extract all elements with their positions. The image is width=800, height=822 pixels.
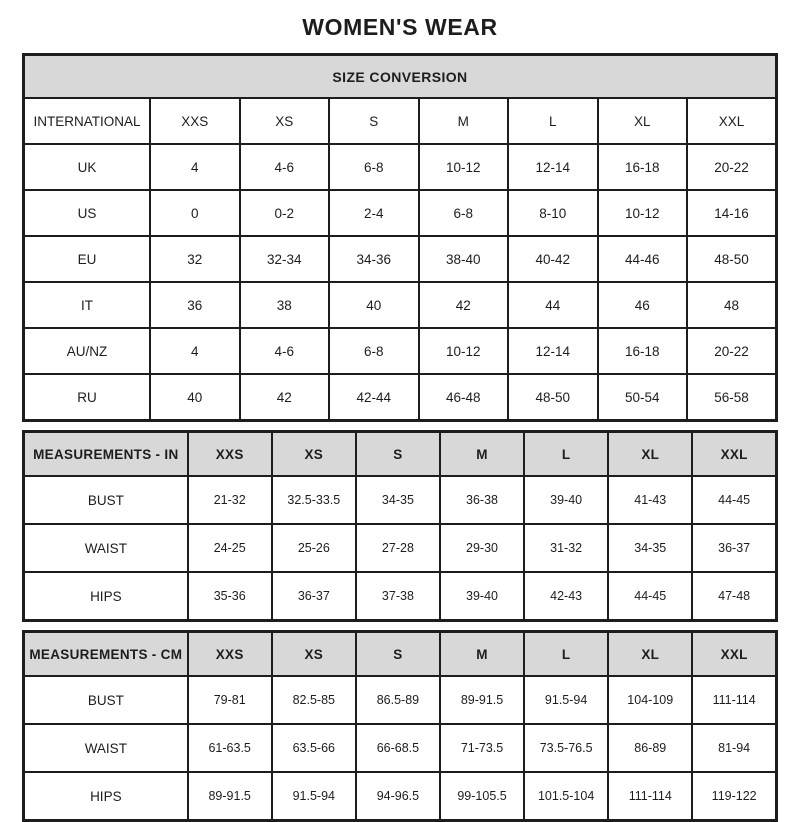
measurement-cell: 91.5-94	[272, 772, 356, 821]
size-cell: 12-14	[508, 144, 598, 190]
measurement-cell: 24-25	[188, 524, 272, 572]
size-conversion-header: SIZE CONVERSION	[24, 55, 777, 99]
col-header-s: S	[356, 432, 440, 477]
measurement-cell: 79-81	[188, 676, 272, 724]
size-cell: 14-16	[687, 190, 777, 236]
col-header-international: INTERNATIONAL	[24, 98, 151, 144]
row-label: AU/NZ	[24, 328, 151, 374]
measurement-cell: 99-105.5	[440, 772, 524, 821]
table-row-ru	[24, 374, 777, 421]
col-header-m: M	[419, 98, 509, 144]
row-label: WAIST	[24, 524, 188, 572]
measurement-cell: 34-35	[608, 524, 692, 572]
measurement-cell: 41-43	[608, 476, 692, 524]
page-title: WOMEN'S WEAR	[302, 14, 498, 40]
col-header-l: L	[508, 98, 598, 144]
col-header-xs: XS	[240, 98, 330, 144]
size-cell: 48-50	[687, 236, 777, 282]
col-header-xxs: XXS	[188, 632, 272, 677]
size-cell: 0-2	[240, 190, 330, 236]
size-cell: 32	[150, 236, 240, 282]
size-cell: 48-50	[508, 374, 598, 421]
size-cell: 38	[240, 282, 330, 328]
measurement-cell: 39-40	[440, 572, 524, 621]
measurement-cell: 63.5-66	[272, 724, 356, 772]
size-cell: 20-22	[687, 328, 777, 374]
size-cell: 6-8	[329, 144, 419, 190]
size-cell: 2-4	[329, 190, 419, 236]
row-label: IT	[24, 282, 151, 328]
size-cell: 4-6	[240, 328, 330, 374]
col-header-s: S	[329, 98, 419, 144]
size-cell: 46-48	[419, 374, 509, 421]
table-row-eu	[24, 236, 777, 282]
size-cell: 42	[419, 282, 509, 328]
measurement-cell: 35-36	[188, 572, 272, 621]
measurement-cell: 91.5-94	[524, 676, 608, 724]
measurement-cell: 34-35	[356, 476, 440, 524]
row-label: HIPS	[24, 572, 188, 621]
measurement-cell: 119-122	[692, 772, 776, 821]
measurement-cell: 36-37	[272, 572, 356, 621]
measurement-cell: 104-109	[608, 676, 692, 724]
table-row-uk	[24, 144, 777, 190]
table-row-us	[24, 190, 777, 236]
size-cell: 20-22	[687, 144, 777, 190]
size-cell: 16-18	[598, 144, 688, 190]
row-label: WAIST	[24, 724, 188, 772]
size-cell: 42	[240, 374, 330, 421]
col-header-s: S	[356, 632, 440, 677]
size-cell: 4	[150, 144, 240, 190]
col-header-m: M	[440, 432, 524, 477]
measurement-cell: 111-114	[608, 772, 692, 821]
measurement-cell: 36-37	[692, 524, 776, 572]
measurement-cell: 82.5-85	[272, 676, 356, 724]
col-header-m: M	[440, 632, 524, 677]
table-row-it	[24, 282, 777, 328]
col-header-xl: XL	[608, 632, 692, 677]
size-cell: 40	[329, 282, 419, 328]
measurements-cm-table	[22, 630, 778, 822]
col-header-xxl: XXL	[692, 432, 776, 477]
size-cell: 38-40	[419, 236, 509, 282]
size-cell: 4	[150, 328, 240, 374]
size-cell: 0	[150, 190, 240, 236]
table-row-hips	[24, 772, 777, 821]
row-label: BUST	[24, 476, 188, 524]
size-cell: 32-34	[240, 236, 330, 282]
col-header-xs: XS	[272, 632, 356, 677]
measurement-cell: 86-89	[608, 724, 692, 772]
size-conversion-table	[22, 53, 778, 422]
measurement-cell: 25-26	[272, 524, 356, 572]
size-cell: 10-12	[419, 144, 509, 190]
size-cell: 50-54	[598, 374, 688, 421]
table-row-bust	[24, 676, 777, 724]
size-cell: 10-12	[598, 190, 688, 236]
size-cell: 46	[598, 282, 688, 328]
size-cell: 40-42	[508, 236, 598, 282]
table-row-bust	[24, 476, 777, 524]
col-header-l: L	[524, 432, 608, 477]
col-header-xxl: XXL	[692, 632, 776, 677]
measurements-in-table	[22, 430, 778, 622]
size-cell: 44-46	[598, 236, 688, 282]
row-label: BUST	[24, 676, 188, 724]
row-label: UK	[24, 144, 151, 190]
col-header-xl: XL	[598, 98, 688, 144]
measurement-cell: 29-30	[440, 524, 524, 572]
size-cell: 48	[687, 282, 777, 328]
measurement-cell: 27-28	[356, 524, 440, 572]
measurement-cell: 61-63.5	[188, 724, 272, 772]
size-cell: 6-8	[419, 190, 509, 236]
table-row-aunz	[24, 328, 777, 374]
measurement-cell: 39-40	[524, 476, 608, 524]
measurement-cell: 101.5-104	[524, 772, 608, 821]
column-header-row	[24, 98, 777, 144]
measurement-cell: 31-32	[524, 524, 608, 572]
measurement-cell: 73.5-76.5	[524, 724, 608, 772]
measurements-cm-header-row	[24, 632, 777, 677]
size-cell: 8-10	[508, 190, 598, 236]
size-cell: 42-44	[329, 374, 419, 421]
measurement-cell: 94-96.5	[356, 772, 440, 821]
col-header-l: L	[524, 632, 608, 677]
measurement-cell: 47-48	[692, 572, 776, 621]
col-header-xxl: XXL	[687, 98, 777, 144]
table-row-waist	[24, 524, 777, 572]
measurement-cell: 86.5-89	[356, 676, 440, 724]
size-cell: 16-18	[598, 328, 688, 374]
measurement-cell: 66-68.5	[356, 724, 440, 772]
table-row-waist	[24, 724, 777, 772]
col-header-xxs: XXS	[150, 98, 240, 144]
size-cell: 4-6	[240, 144, 330, 190]
row-label: HIPS	[24, 772, 188, 821]
col-header-xl: XL	[608, 432, 692, 477]
size-cell: 10-12	[419, 328, 509, 374]
size-cell: 34-36	[329, 236, 419, 282]
table-row-hips	[24, 572, 777, 621]
measurement-cell: 71-73.5	[440, 724, 524, 772]
measurement-cell: 89-91.5	[188, 772, 272, 821]
measurements-cm-header: MEASUREMENTS - CM	[24, 632, 188, 677]
row-label: EU	[24, 236, 151, 282]
measurement-cell: 21-32	[188, 476, 272, 524]
size-conversion-banner-row	[24, 55, 777, 99]
size-cell: 6-8	[329, 328, 419, 374]
size-cell: 12-14	[508, 328, 598, 374]
measurement-cell: 44-45	[608, 572, 692, 621]
row-label: US	[24, 190, 151, 236]
measurement-cell: 36-38	[440, 476, 524, 524]
measurement-cell: 42-43	[524, 572, 608, 621]
measurement-cell: 89-91.5	[440, 676, 524, 724]
size-cell: 40	[150, 374, 240, 421]
size-cell: 56-58	[687, 374, 777, 421]
measurements-in-header: MEASUREMENTS - IN	[24, 432, 188, 477]
size-cell: 44	[508, 282, 598, 328]
col-header-xxs: XXS	[188, 432, 272, 477]
measurement-cell: 81-94	[692, 724, 776, 772]
row-label: RU	[24, 374, 151, 421]
col-header-xs: XS	[272, 432, 356, 477]
measurement-cell: 44-45	[692, 476, 776, 524]
size-cell: 36	[150, 282, 240, 328]
measurements-in-header-row	[24, 432, 777, 477]
measurement-cell: 37-38	[356, 572, 440, 621]
measurement-cell: 111-114	[692, 676, 776, 724]
measurement-cell: 32.5-33.5	[272, 476, 356, 524]
